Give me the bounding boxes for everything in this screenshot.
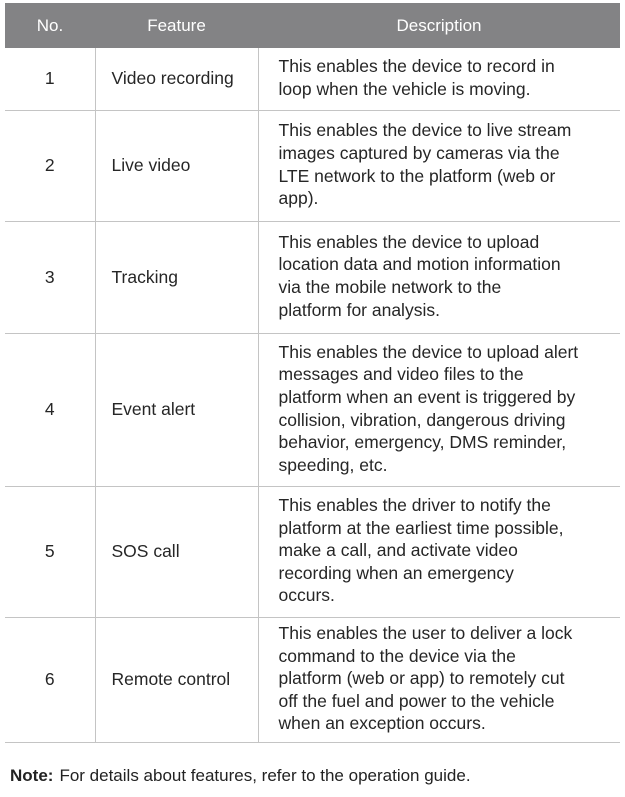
description-line: make a call, and activate video [278,540,518,561]
feature-description [258,486,620,617]
description-line: This enables the driver to notify the [278,495,551,516]
table-row [5,221,620,333]
description-line: collision, vibration, dangerous driving [278,409,566,430]
feature-name: Tracking [95,221,258,333]
description-line: behavior, emergency, DMS reminder, [278,432,567,453]
feature-description [258,221,620,333]
note [10,766,471,786]
table-row [5,110,620,221]
table-row [5,333,620,486]
description-line: speeding, etc. [278,454,388,475]
row-number: 6 [5,617,95,742]
description-line: platform for analysis. [278,299,440,320]
feature-name: Video recording [95,48,258,110]
description-line: This enables the device to live stream [278,120,572,141]
row-number: 4 [5,333,95,486]
description-line: This enables the device to record in [278,56,555,77]
row-number: 3 [5,221,95,333]
description-line: platform when an event is triggered by [278,386,576,407]
description-line: recording when an emergency [278,562,514,583]
table-header-row [5,3,620,48]
description-line: LTE network to the platform (web or [278,165,556,186]
feature-description [258,48,620,110]
feature-name: Remote control [95,617,258,742]
feature-description [258,617,620,742]
description-line: platform at the earliest time possible, [278,517,564,538]
header-description: Description [258,3,620,48]
description-line: platform (web or app) to remotely cut [278,668,565,689]
description-line: occurs. [278,585,335,606]
features-table [5,3,620,743]
table-row [5,486,620,617]
description-line: app). [278,188,319,209]
feature-description [258,333,620,486]
description-line: off the fuel and power to the vehicle [278,690,555,711]
row-number: 5 [5,486,95,617]
note-label: Note: [10,766,54,785]
description-line: This enables the user to deliver a lock [278,623,573,644]
header-no: No. [5,3,95,48]
feature-description [258,110,620,221]
description-line: This enables the device to upload alert [278,341,579,362]
row-number: 1 [5,48,95,110]
header-feature: Feature [95,3,258,48]
feature-name: Live video [95,110,258,221]
table-row [5,617,620,742]
description-line: location data and motion information [278,254,561,275]
description-line: loop when the vehicle is moving. [278,78,531,99]
feature-name: Event alert [95,333,258,486]
feature-name: SOS call [95,486,258,617]
description-line: messages and video files to the [278,364,524,385]
table-row [5,48,620,110]
description-line: This enables the device to upload [278,231,540,252]
description-line: when an exception occurs. [278,713,486,734]
description-line: images captured by cameras via the [278,142,560,163]
row-number: 2 [5,110,95,221]
description-line: via the mobile network to the [278,277,502,297]
note-text: For details about features, refer to the operation guide. [59,766,471,785]
description-line: command to the device via the [278,645,516,666]
